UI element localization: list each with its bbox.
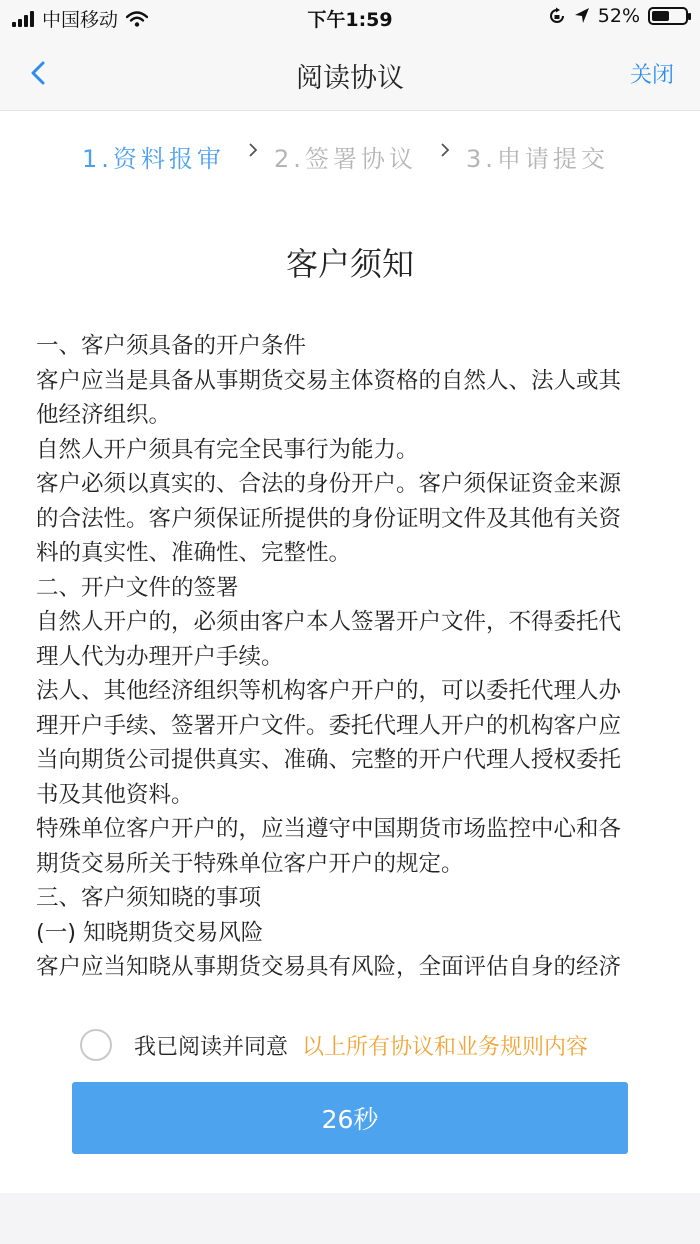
step-2: 2.签署协议	[274, 145, 417, 173]
location-icon	[574, 7, 590, 25]
carrier-label: 中国移动	[42, 9, 119, 31]
document-line: 客户必须以真实的、合法的身份开户。客户须保证资金来源	[36, 471, 622, 497]
document-line: 法人、其他经济组织等机构客户开户的，可以委托代理人办	[36, 678, 622, 704]
step-indicator	[0, 135, 700, 175]
document-line: 自然人开户须具有完全民事行为能力。	[36, 436, 419, 463]
document-line: (一) 知晓期货交易风险	[36, 919, 264, 946]
countdown-submit-button[interactable]: 26秒	[72, 1082, 628, 1154]
agreement-link[interactable]: 以上所有协议和业务规则内容	[302, 1034, 589, 1060]
step-3: 3.申请提交	[466, 145, 609, 173]
document-line: 的合法性。客户须保证所提供的身份证明文件及其他有关资	[36, 505, 622, 532]
agree-radio[interactable]	[80, 1029, 112, 1061]
agreement-row	[80, 1025, 588, 1065]
close-button[interactable]: 关闭	[629, 63, 674, 88]
document-line: 特殊单位客户开户的，应当遵守中国期货市场监控中心和各	[36, 816, 622, 842]
document-line: 三、客户须知晓的事项	[36, 885, 262, 911]
document-line: 理开户手续、签署开户文件。委托代理人开户的机构客户应	[36, 712, 622, 739]
document-line: 料的真实性、准确性、完整性。	[36, 540, 352, 566]
step-1: 1.资料报审	[82, 145, 225, 173]
orientation-lock-icon	[548, 7, 566, 25]
document-line: 他经济组织。	[36, 402, 172, 428]
document-line: 自然人开户的，必须由客户本人签署开户文件，不得委托代	[36, 609, 622, 635]
navigation-bar	[0, 36, 700, 111]
chevron-right-icon	[438, 143, 452, 157]
chevron-right-icon	[246, 143, 260, 157]
battery-percent: 52%	[597, 5, 640, 27]
battery-icon	[648, 7, 688, 25]
status-right	[548, 5, 688, 27]
content-panel	[0, 111, 700, 1193]
document-line: 客户应当是具备从事期货交易主体资格的自然人、法人或其	[36, 367, 622, 394]
document-line: 期货交易所关于特殊单位客户开户的规定。	[36, 850, 464, 877]
status-bar	[0, 0, 700, 36]
document-line: 书及其他资料。	[36, 781, 194, 808]
document-line: 二、开户文件的签署	[36, 574, 239, 601]
page-title: 阅读协议	[296, 63, 404, 94]
document-title: 客户须知	[285, 245, 414, 283]
document-line: 客户应当知晓从事期货交易具有风险，全面评估自身的经济	[36, 954, 622, 980]
document-line: 理人代为办理开户手续。	[36, 643, 284, 670]
document-line: 一、客户须具备的开户条件	[36, 333, 307, 359]
status-time: 下午1:59	[307, 9, 393, 31]
document-scroll-area[interactable]	[36, 329, 668, 1001]
document-line: 当向期货公司提供真实、准确、完整的开户代理人授权委托	[36, 747, 622, 773]
agree-text: 我已阅读并同意	[134, 1034, 289, 1060]
